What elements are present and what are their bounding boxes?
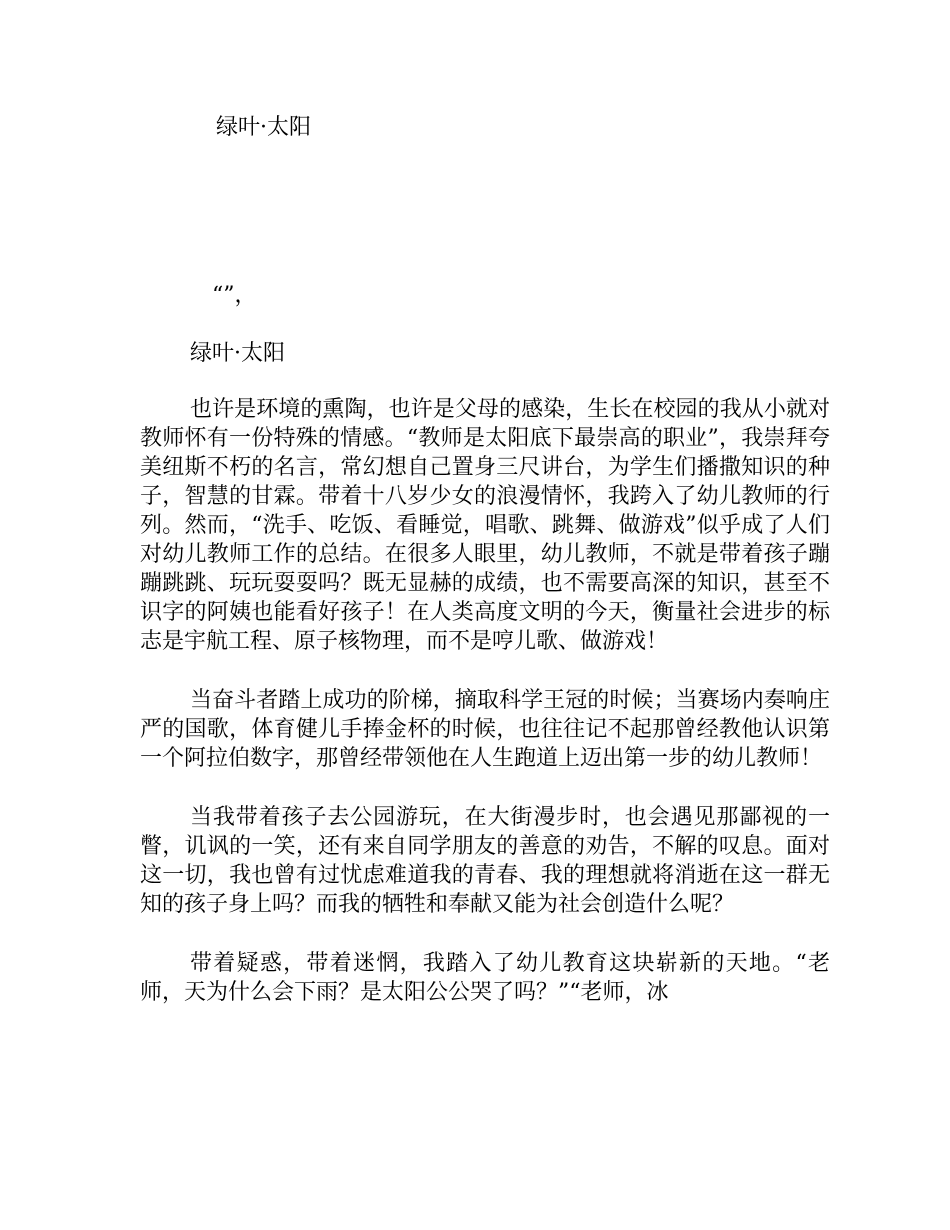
- sub-title: 绿叶·太阳: [190, 341, 285, 366]
- header-title: 绿叶·太阳: [216, 115, 311, 140]
- paragraph: 当奋斗者踏上成功的阶梯，摘取科学王冠的时候；当赛场内奏响庄严的国歌，体育健儿手捧金杯的时候，也往往记不起那曾经教他认识第一个阿拉伯数字，那曾经带领他在人生跑道上迈出第一步的幼儿教师！: [140, 688, 830, 771]
- article-body: [140, 395, 830, 1007]
- quote-mark: “”，: [212, 283, 257, 308]
- paragraph: 当我带着孩子去公园游玩，在大街漫步时，也会遇见那鄙视的一瞥，讥讽的一笑，还有来自同学朋友的善意的劝告，不解的叹息。面对这一切，我也曾有过忧虑难道我的青春、我的理想就将消逝在这一群无知的孩子身上吗？而我的牺牲和奉献又能为社会创造什么呢？: [140, 805, 830, 917]
- paragraph: 也许是环境的熏陶，也许是父母的感染，生长在校园的我从小就对教师怀有一份特殊的情感。“教师是太阳底下最崇高的职业”，我崇拜夸美纽斯不朽的名言，常幻想自己置身三尺讲台，为学生们播撒知识的种子，智慧的甘霖。带着十八岁少女的浪漫情怀，我跨入了幼儿教师的行列。然而，“洗手、吃饭、看睡觉，唱歌、跳舞、做游戏”似乎成了人们对幼儿教师工作的总结。在很多人眼里，幼儿教师，不就是带着孩子蹦蹦跳跳、玩玩耍耍吗？既无显赫的成绩，也不需要高深的知识，甚至不识字的阿姨也能看好孩子！在人类高度文明的今天，衡量社会进步的标志是宇航工程、原子核物理，而不是哼儿歌、做游戏！: [140, 397, 830, 654]
- paragraph: 带着疑惑，带着迷惘，我踏入了幼儿教育这块崭新的天地。“老师，天为什么会下雨？是太阳公公哭了吗？”“老师，冰: [140, 951, 830, 1005]
